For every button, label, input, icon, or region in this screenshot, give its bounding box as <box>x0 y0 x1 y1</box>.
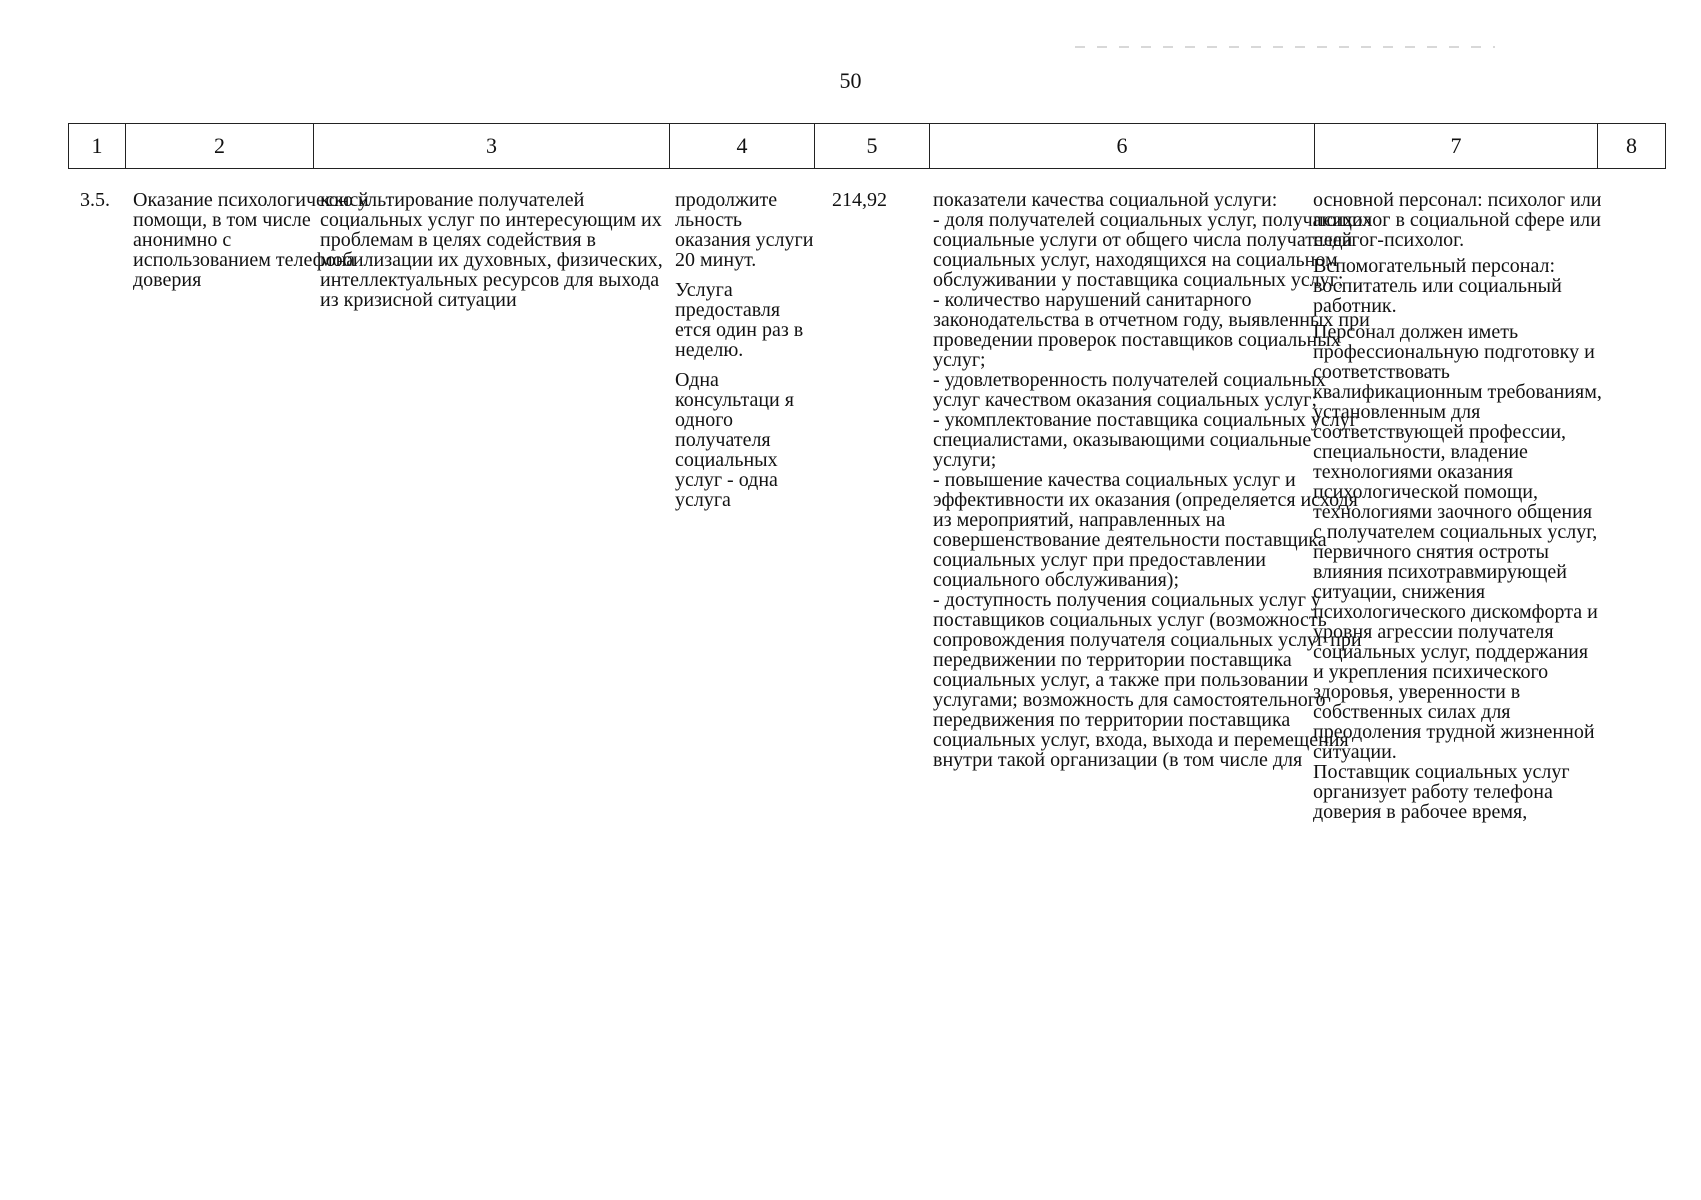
column-number: 2 <box>126 124 314 169</box>
conditions-paragraph: Поставщик социальных услуг организует работу телефона доверия в рабочее время, <box>1313 761 1570 823</box>
row-number: 3.5. <box>80 189 110 211</box>
service-duration <box>675 190 815 510</box>
quality-indicators-text: показатели качества социальной услуги: - доля получателей социальных услуг, получающих социальные услуги от общего числа получателей социальных услуг, находящихся на социальном обслуживании у поставщика социальных услуг; - количество нарушений санитарного законодательства в отчетном году, выявленных при проведении проверок поставщиков социальных услуг; - удовлетворенность получателей социальных услуг качеством оказания социальных услуг; - укомплектование поставщика социальных услуг специалистами, оказывающими социальные услуги; - повышение качества социальных услуг и эффективности их оказания (определяется исходя из мероприятий, направленных на совершенствование деятельности поставщика социальных услуг при предоставлении социального обслуживания); - доступность получения социальных услуг у поставщиков социальных услуг (возможность сопровождения получателя социальных услуг при передвижении по территории поставщика социальных услуг, а также при пользовании услугами; возможность для самостоятельного передвижения по территории поставщика социальных услуг, входа, выхода и перемещения внутри такой организации (в том числе для <box>933 189 1373 771</box>
column-number: 5 <box>815 124 930 169</box>
service-description: консультирование получателей социальных услуг по интересующим их проблемам в целях содействия в мобилизации их духовных, физических, интеллектуальных ресурсов для выхода из кризисной ситуации <box>320 189 663 311</box>
scan-artifact <box>1075 46 1495 48</box>
column-number: 6 <box>930 124 1315 169</box>
conditions-paragraph: Вспомогательный персонал: воспитатель или социальный работник. <box>1313 255 1562 317</box>
table-row <box>68 190 1665 1070</box>
service-name: Оказание психологическо й помощи, в том числе анонимно с использованием телефона доверия <box>133 189 369 291</box>
column-number: 3 <box>314 124 670 169</box>
column-number-header <box>68 123 1666 169</box>
quality-indicators <box>933 190 1373 770</box>
column-number: 4 <box>670 124 815 169</box>
duration-paragraph: Одна консультаци я одного получателя социальных услуг - одна услуга <box>675 369 794 511</box>
service-tariff: 214,92 <box>832 189 887 211</box>
conditions-paragraph: основной персонал: психолог или психолог в социальной сфере или педагог-психолог. <box>1313 189 1602 251</box>
column-number: 7 <box>1315 124 1598 169</box>
conditions-paragraph: Персонал должен иметь профессиональную подготовку и соответствовать квалификационным требованиям, установленным для соответствующей профессии, специальности, владение технологиями оказания психологической помощи, технологиями заочного общения с получателем социальных услуг, первичного снятия остроты влияния психотравмирующей ситуации, снижения психологического дискомфорта и уровня агрессии получателя социальных услуг, поддержания и укрепления психического здоровья, уверенности в собственных силах для преодоления трудной жизненной ситуации. <box>1313 321 1602 763</box>
column-number-row <box>69 124 1666 169</box>
duration-paragraph: Услуга предоставля ется один раз в неделю. <box>675 279 804 361</box>
column-number: 1 <box>69 124 126 169</box>
column-number: 8 <box>1598 124 1666 169</box>
provision-conditions <box>1313 190 1603 822</box>
duration-paragraph: продолжите льность оказания услуги 20 минут. <box>675 189 814 271</box>
page-number: 50 <box>839 68 862 93</box>
